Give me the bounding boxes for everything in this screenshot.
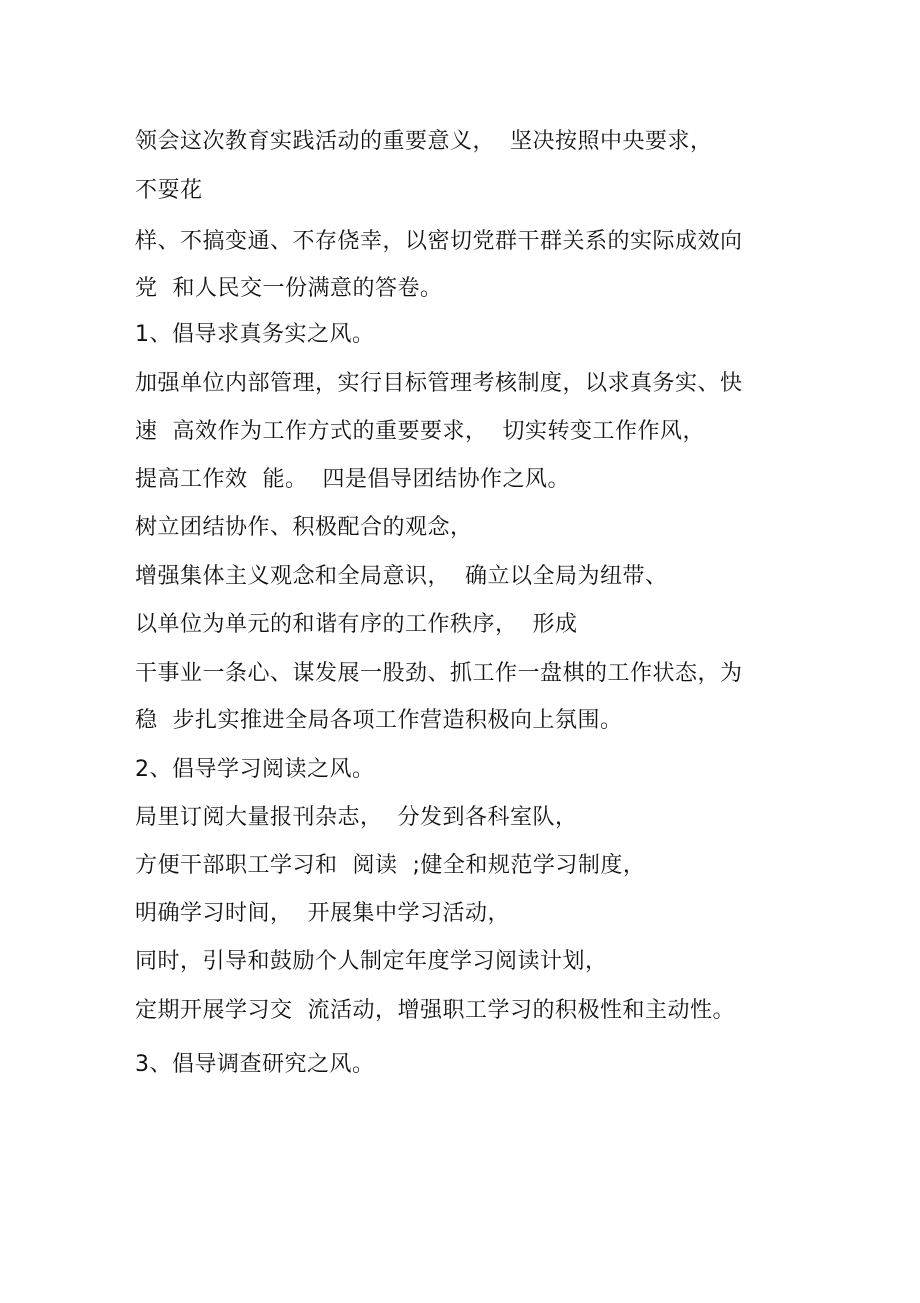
text-line: 定期开展学习交 流活动，增强职工学习的积极性和主动性。: [135, 998, 735, 1023]
section-heading: 1、倡导求真务实之风。: [135, 322, 375, 347]
text-line: 同时，引导和鼓励个人制定年度学习阅读计划，: [135, 949, 608, 974]
text-line: 明确学习时间， 开展集中学习活动，: [135, 901, 510, 926]
text-line: 加强单位内部管理，实行目标管理考核制度，以求真务实、快: [135, 371, 743, 396]
text-line: 干事业一条心、谋发展一股劲、抓工作一盘棋的工作状态，为: [135, 661, 743, 686]
text-line: 党 和人民交一份满意的答卷。: [135, 276, 443, 301]
text-line: 领会这次教育实践活动的重要意义， 坚决按照中央要求，: [135, 129, 713, 154]
text-line: 以单位为单元的和谐有序的工作秩序， 形成: [135, 612, 578, 637]
section-heading: 3、倡导调查研究之风。: [135, 1052, 375, 1077]
text-line: 方便干部职工学习和 阅读 ;健全和规范学习制度，: [135, 853, 646, 878]
text-line: 样、不搞变通、不存侥幸，以密切党群干群关系的实际成效向: [135, 229, 743, 254]
text-line: 速 高效作为工作方式的重要要求， 切实转变工作作风，: [135, 419, 705, 444]
text-line: 不耍花: [135, 178, 203, 203]
section-heading: 2、倡导学习阅读之风。: [135, 757, 375, 782]
text-line: 增强集体主义观念和全局意识， 确立以全局为纽带、: [135, 564, 668, 589]
text-line: 提高工作效 能。 四是倡导团结协作之风。: [135, 467, 570, 492]
text-line: 局里订阅大量报刊杂志， 分发到各科室队，: [135, 805, 578, 830]
text-line: 稳 步扎实推进全局各项工作营造积极向上氛围。: [135, 708, 623, 733]
text-line: 树立团结协作、积极配合的观念，: [135, 515, 473, 540]
